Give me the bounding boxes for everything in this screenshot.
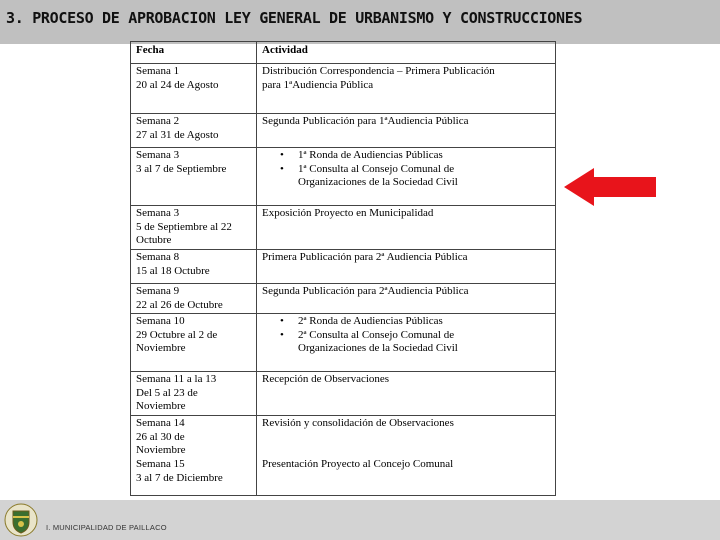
table-row <box>131 206 556 250</box>
table-row <box>131 284 556 314</box>
fecha-line: 5 de Septiembre al 22 <box>136 220 232 233</box>
table-row <box>131 314 556 372</box>
bullet-item <box>298 163 550 190</box>
fecha-line: Octubre <box>136 234 172 247</box>
actividad-line: Revisión y consolidación de Observaciones <box>262 417 454 430</box>
table-row <box>131 416 556 496</box>
cell-fecha <box>131 64 257 114</box>
cell-fecha <box>131 114 257 148</box>
table-body <box>131 64 556 496</box>
slide-title: 3. PROCESO DE APROBACION LEY GENERAL DE URBANISMO Y CONSTRUCCIONES <box>6 9 583 27</box>
fecha-line: 3 al 7 de Septiembre <box>136 162 227 175</box>
bullet-item <box>298 329 550 356</box>
cell-actividad <box>257 64 556 114</box>
fecha-line: Semana 10 <box>136 315 185 328</box>
fecha-line: Noviembre <box>136 342 186 355</box>
actividad-line: Presentación Proyecto al Concejo Comunal <box>262 457 454 470</box>
fecha-line: 22 al 26 de Octubre <box>136 298 223 311</box>
actividad-line: Segunda Publicación para 2ªAudiencia Pública <box>262 285 469 297</box>
fecha-line: 29 Octubre al 2 de <box>136 328 218 341</box>
actividad-line: para 1ªAudiencia Pública <box>262 78 374 91</box>
bullet-item <box>298 149 550 163</box>
cell-actividad <box>257 250 556 284</box>
fecha-line: 27 al 31 de Agosto <box>136 128 219 141</box>
table-row <box>131 250 556 284</box>
fecha-line: Semana 15 <box>136 457 185 470</box>
fecha-line: Semana 1 <box>136 65 180 77</box>
bullet-line: Organizaciones de la Sociedad Civil <box>298 342 458 355</box>
bullet-line: • 1ª Consulta al Consejo Comunal de <box>298 162 455 175</box>
fecha-line: Noviembre <box>136 400 186 413</box>
actividad-line <box>262 431 550 445</box>
cell-fecha <box>131 372 257 416</box>
fecha-line: Del 5 al 23 de <box>136 386 198 399</box>
fecha-line: Semana 2 <box>136 115 180 127</box>
municipal-crest-icon <box>4 503 38 537</box>
fecha-line: Semana 14 <box>136 417 185 430</box>
fecha-line: Semana 3 <box>136 149 180 161</box>
cell-fecha <box>131 148 257 206</box>
cell-actividad <box>257 206 556 250</box>
table-row <box>131 148 556 206</box>
cell-fecha <box>131 284 257 314</box>
activity-bullet-list <box>262 149 550 190</box>
activity-bullet-list <box>262 315 550 356</box>
bullet-line: • 2ª Consulta al Consejo Comunal de <box>298 328 455 341</box>
fecha-line: Noviembre <box>136 444 186 457</box>
table-row <box>131 64 556 114</box>
cell-actividad <box>257 416 556 496</box>
cell-actividad <box>257 114 556 148</box>
bullet-line: Organizaciones de la Sociedad Civil <box>298 176 458 189</box>
fecha-line: 20 al 24 de Agosto <box>136 78 219 91</box>
actividad-line: Primera Publicación para 2ª Audiencia Pública <box>262 251 468 263</box>
fecha-line: 3 al 7 de Diciembre <box>136 471 223 484</box>
table-header-row <box>131 42 556 64</box>
actividad-line <box>262 444 550 458</box>
header-actividad: Actividad <box>257 42 556 64</box>
left-arrow-icon <box>564 168 658 206</box>
cell-fecha <box>131 250 257 284</box>
header-fecha: Fecha <box>131 42 257 64</box>
cell-fecha <box>131 416 257 496</box>
bullet-line: • 1ª Ronda de Audiencias Públicas <box>298 149 443 161</box>
cell-actividad <box>257 284 556 314</box>
cell-fecha <box>131 206 257 250</box>
footer-label: I. MUNICIPALIDAD DE PAILLACO <box>46 523 167 532</box>
cell-actividad <box>257 372 556 416</box>
bullet-item <box>298 315 550 329</box>
footer-bar <box>0 500 720 540</box>
actividad-line: Exposición Proyecto en Municipalidad <box>262 207 434 219</box>
table-row <box>131 372 556 416</box>
actividad-line: Distribución Correspondencia – Primera Publicación <box>262 65 495 77</box>
bullet-line: • 2ª Ronda de Audiencias Públicas <box>298 315 443 328</box>
cell-actividad <box>257 148 556 206</box>
fecha-line: 15 al 18 Octubre <box>136 264 210 277</box>
fecha-line: Semana 3 <box>136 207 180 219</box>
cell-fecha <box>131 314 257 372</box>
actividad-line: Segunda Publicación para 1ªAudiencia Pública <box>262 115 469 127</box>
fecha-line: 26 al 30 de <box>136 430 185 443</box>
cell-actividad <box>257 314 556 372</box>
fecha-line: Semana 11 a la 13 <box>136 373 217 386</box>
schedule-table <box>130 41 556 496</box>
actividad-line: Recepción de Observaciones <box>262 373 390 386</box>
table-row <box>131 114 556 148</box>
fecha-line: Semana 9 <box>136 285 180 297</box>
fecha-line: Semana 8 <box>136 251 180 263</box>
